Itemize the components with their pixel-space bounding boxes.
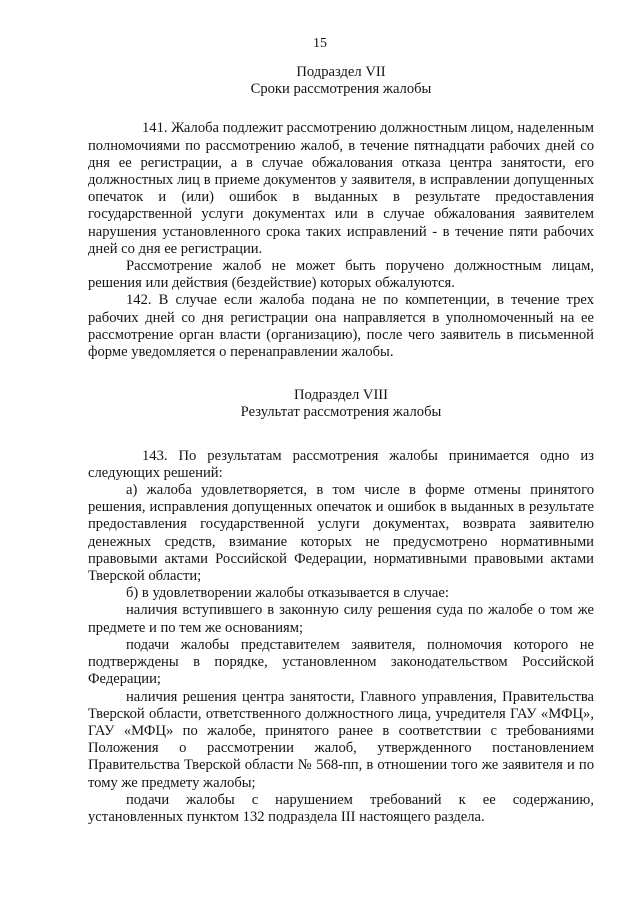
page-number: 15 [313,36,327,51]
refusal-ground-prior-decision: наличия решения центра занятости, Главного управления, Правительства Тверской области, ответственного должностного лица, учредителя ГАУ «МФЦ», ГАУ «МФЦ» по жалобе, принятого ранее в соответствии с требованиями Положения о рассмотрении жалоб, утвержденного постановлением Правительства Тверской области № 568-пп, в отношении того же заявителя и по тому же предмету жалобы; [88,688,594,791]
subsection-8-title: Подраздел VIII [293,387,389,404]
refusal-ground-court: наличия вступившего в законную силу решения суда по жалобе о том же предмете и по тем же основаниям; [88,602,594,636]
paragraph-143: 143. По результатам рассмотрения жалобы принимается одно из следующих решений: [88,447,594,481]
document-body [88,64,594,826]
subsection-7-title: Подраздел VII [296,64,386,80]
paragraph-142: 142. В случае если жалоба подана не по компетенции, в течение трех рабочих дней со дня регистрации она направляется в уполномоченный на ее рассмотрение орган власти (организацию), после чего заявитель в письменной форме уведомляется о перенаправлении жалобы. [88,292,594,361]
subsection-7 [88,64,594,361]
paragraph-143-a: а) жалоба удовлетворяется, в том числе в форме отмены принятого решения, исправления допущенных опечаток и ошибок в выданных в результате предоставления государственной услуги документах, возврата заявителю денежных средств, взимание которых не предусмотрено нормативными правовыми актами Российской Федерации, нормативными правовыми актами Тверской области; [88,482,594,585]
refusal-ground-representative: подачи жалобы представителем заявителя, полномочия которого не подтверждены в порядке, установленном законодательством Российской Федерации; [88,636,594,688]
paragraph-143-b: б) в удовлетворении жалобы отказывается в случае: [126,585,449,602]
subsection-8 [88,387,594,826]
paragraph-141: 141. Жалоба подлежит рассмотрению должностным лицом, наделенным полномочиями по рассмотрению жалоб, в течение пятнадцати рабочих дней со дня ее регистрации, а в случае обжалования отказа центра занятости, его должностных лиц в приеме документов у заявителя, в исправлении допущенных опечаток и (или) ошибок в выданных в результате предоставления государственной услуги документах или в случае обжалования заявителем нарушения установленного срока таких исправлений - в течение пяти рабочих дней со дня ее регистрации. [88,120,594,257]
subsection-7-subtitle: Сроки рассмотрения жалобы [250,81,432,98]
paragraph-141-note: Рассмотрение жалоб не может быть поручено должностным лицам, решения или действия (бездействие) которых обжалуются. [88,258,594,292]
subsection-8-subtitle: Результат рассмотрения жалобы [240,404,442,421]
refusal-ground-content: подачи жалобы с нарушением требований к ее содержанию, установленных пунктом 132 подраздела III настоящего раздела. [88,791,594,825]
